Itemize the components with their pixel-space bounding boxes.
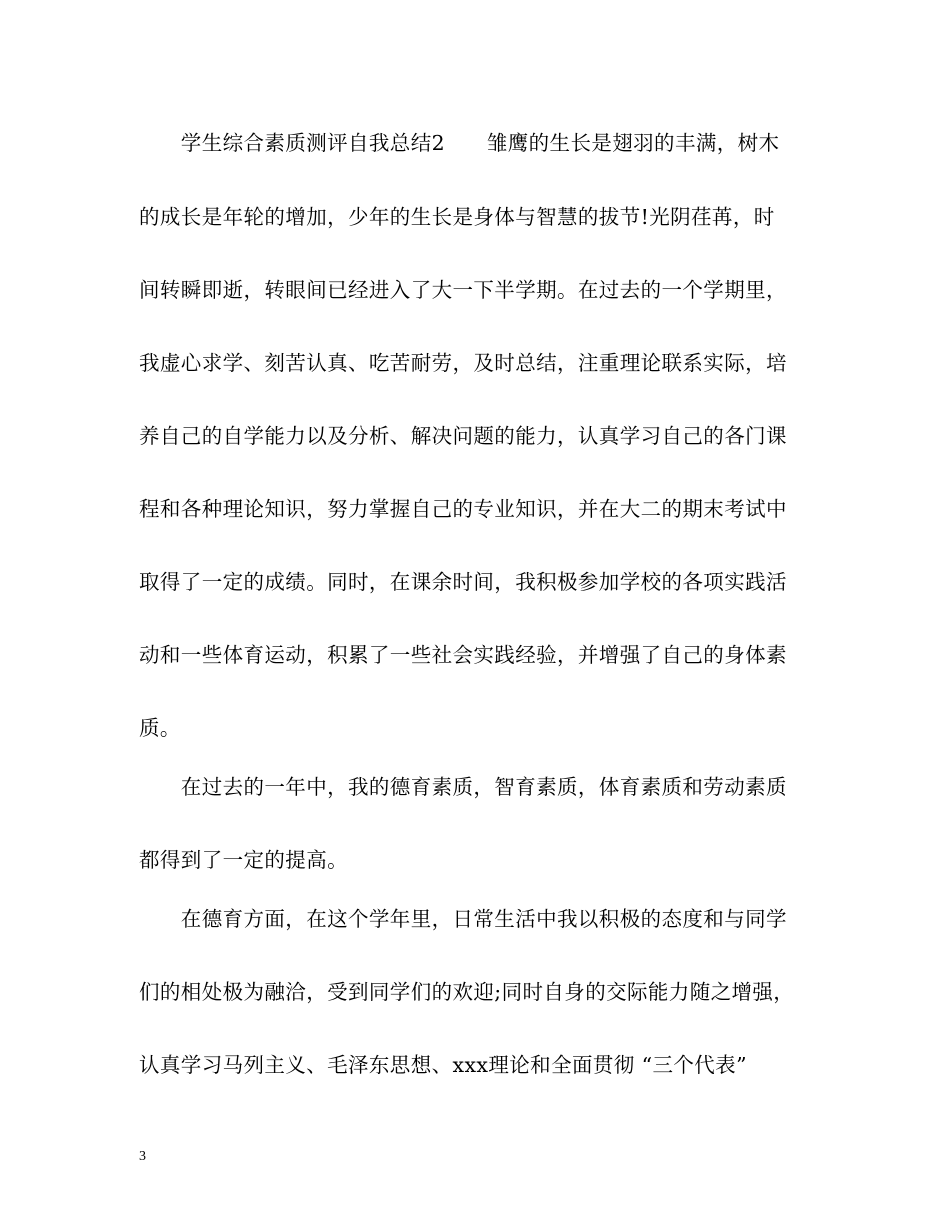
text-line: 取得了一定的成绩。同时，在课余时间，我积极参加学校的各项实践活 xyxy=(139,570,787,594)
text-line: 质。 xyxy=(139,716,181,740)
text-line: 的成长是年轮的增加，少年的生长是身体与智慧的拔节!光阴荏苒，时 xyxy=(139,205,775,229)
text-line: 都得到了一定的提高。 xyxy=(139,848,348,872)
text-line: 在过去的一年中，我的德育素质，智育素质，体育素质和劳动素质 xyxy=(139,775,787,799)
text-line: 我虚心求学、刻苦认真、吃苦耐劳，及时总结，注重理论联系实际，培 xyxy=(139,351,787,375)
text-line: 在德育方面，在这个学年里，日常生活中我以积极的态度和与同学 xyxy=(139,907,787,931)
text-line: 间转瞬即逝，转眼间已经进入了大一下半学期。在过去的一个学期里， xyxy=(139,278,787,302)
page-number: 3 xyxy=(139,1149,146,1164)
text-line: 认真学习马列主义、毛泽东思想、xxx理论和全面贯彻 “三个代表” xyxy=(139,1053,747,1077)
text-line: 养自己的自学能力以及分析、解决问题的能力，认真学习自己的各门课 xyxy=(139,424,787,448)
text-line: 们的相处极为融洽，受到同学们的欢迎;同时自身的交际能力随之增强， xyxy=(139,980,795,1004)
text-line: 学生综合素质测评自我总结2 雏鹰的生长是翅羽的丰满，树木 xyxy=(139,131,780,155)
text-line: 动和一些体育运动，积累了一些社会实践经验，并增强了自己的身体素 xyxy=(139,643,787,667)
text-line: 程和各种理论知识，努力掌握自己的专业知识，并在大二的期末考试中 xyxy=(139,497,787,521)
